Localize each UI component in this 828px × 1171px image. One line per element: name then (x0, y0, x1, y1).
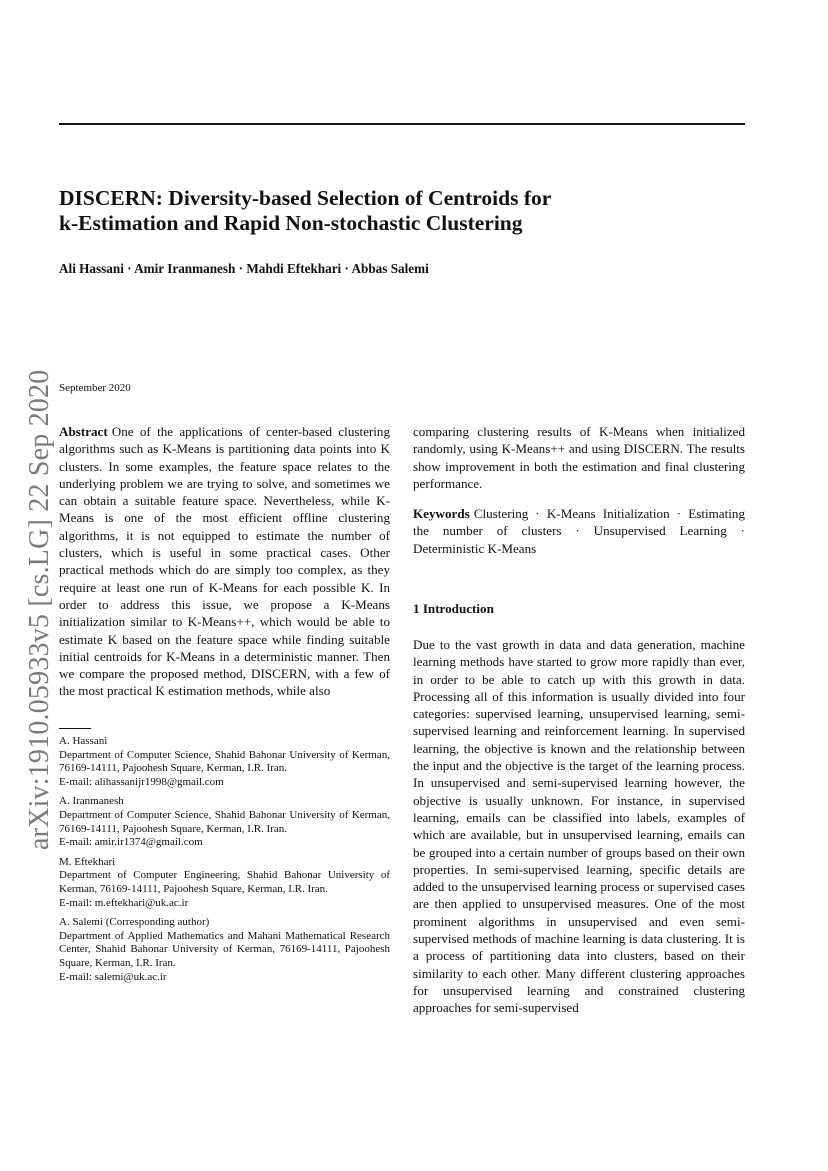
section-heading: 1 Introduction (413, 601, 494, 616)
affiliation-name: A. Iranmanesh (59, 795, 124, 808)
abstract-label: Abstract (59, 424, 108, 439)
affiliation-email: E-mail: m.eftekhari@uk.ac.ir (59, 896, 189, 909)
affiliation-email: E-mail: alihassanijr1998@gmail.com (59, 775, 224, 788)
introduction (413, 636, 745, 1017)
affiliation-dept: Department of Computer Science, Shahid Bahonar University of Kerman, 76169-14111, Pajoohesh Square, Kerman, I.R. Iran. (59, 748, 390, 775)
affiliations (59, 735, 390, 990)
abstract-right (413, 423, 745, 492)
affiliation (59, 795, 390, 849)
affiliation-name: M. Eftekhari (59, 855, 116, 868)
affiliation (59, 856, 390, 910)
abstract-text-right: comparing clustering results of K-Means when initialized randomly, using K-Means++ and using DISCERN. The results show improvement in both the estimation and final clustering performance. (413, 424, 745, 491)
intro-text: Due to the vast growth in data and data generation, machine learning methods have started to grow more rapidly than ever, in order to be able to catch up with this growth in data. Processing all of this information is usually divided into four categories: supervised learning, unsupervised learning, semi-supervised learning and reinforcement learning. In supervised learning, the objective is known and the relationship between the input and the objective is the target of the learning process. In unsupervised and semi-supervised learning however, the objective is usually unknown. For instance, in supervised learning, emails can be classified into labels, examples of which are available, but in unsupervised learning, emails can be grouped into a certain number of groups based on their own properties. In semi-supervised learning, specific details are added to the unsupervised learning process or supervised cases are then applied to unsupervised measures. One of the most prominent algorithms in unsupervised and even semi-supervised methods of machine learning is data clustering. It is a process of partitioning data into clusters, based on their similarity to each other. Many different clustering approaches for unsupervised learning and constrained clustering approaches for semi-supervised (413, 637, 745, 1016)
affiliation-dept: Department of Applied Mathematics and Mahani Mathematical Research Center, Shahid Bahonar University of Kerman, 76169-14111, Pajoohesh Square, Kerman, I.R. Iran. (59, 929, 390, 969)
paper-title (59, 186, 749, 236)
title-line-2: k-Estimation and Rapid Non-stochastic Clustering (59, 211, 523, 235)
footnote-separator (59, 728, 91, 729)
date: September 2020 (59, 382, 131, 394)
affiliation (59, 735, 390, 789)
affiliation-dept: Department of Computer Science, Shahid Bahonar University of Kerman, 76169-14111, Pajoohesh Square, Kerman, I.R. Iran. (59, 808, 390, 835)
abstract-text-left: One of the applications of center-based clustering algorithms such as K-Means is partitioning data points into K clusters. In some examples, the feature space relates to the underlying problem we are trying to solve, and sometimes we can obtain a suitable feature space. Nevertheless, while K-Means is one of the most efficient offline clustering algorithms, it is not equipped to estimate the number of clusters, which is useful in some practical cases. Other practical methods which do are simply too complex, as they require at least one run of K-Means for each possible K. In order to address this issue, we propose a K-Means initialization similar to K-Means++, which would be able to estimate K based on the feature space while finding suitable initial centroids for K-Means in a deterministic manner. Then we compare the proposed method, DISCERN, with a few of the most practical K estimation methods, while also (59, 424, 390, 699)
author-list: Ali Hassani · Amir Iranmanesh · Mahdi Eftekhari · Abbas Salemi (59, 261, 429, 276)
arxiv-stamp: arXiv:1910.05933v5 [cs.LG] 22 Sep 2020 (24, 369, 55, 850)
affiliation-name: A. Hassani (59, 735, 108, 747)
affiliation (59, 916, 390, 984)
keywords-text: Clustering · K-Means Initialization · Estimating the number of clusters · Unsupervised Learning · Deterministic K-Means (413, 506, 745, 556)
affiliation-email: E-mail: amir.ir1374@gmail.com (59, 836, 203, 849)
keywords (413, 505, 745, 557)
abstract-left (59, 423, 390, 700)
keywords-label: Keywords (413, 506, 470, 521)
title-line-1: DISCERN: Diversity-based Selection of Centroids for (59, 186, 552, 210)
top-rule (59, 123, 745, 125)
affiliation-name: A. Salemi (Corresponding author) (59, 916, 210, 929)
affiliation-dept: Department of Computer Engineering, Shahid Bahonar University of Kerman, 76169-14111, Pajoohesh Square, Kerman, I.R. Iran. (59, 869, 390, 895)
affiliation-email: E-mail: salemi@uk.ac.ir (59, 970, 167, 983)
